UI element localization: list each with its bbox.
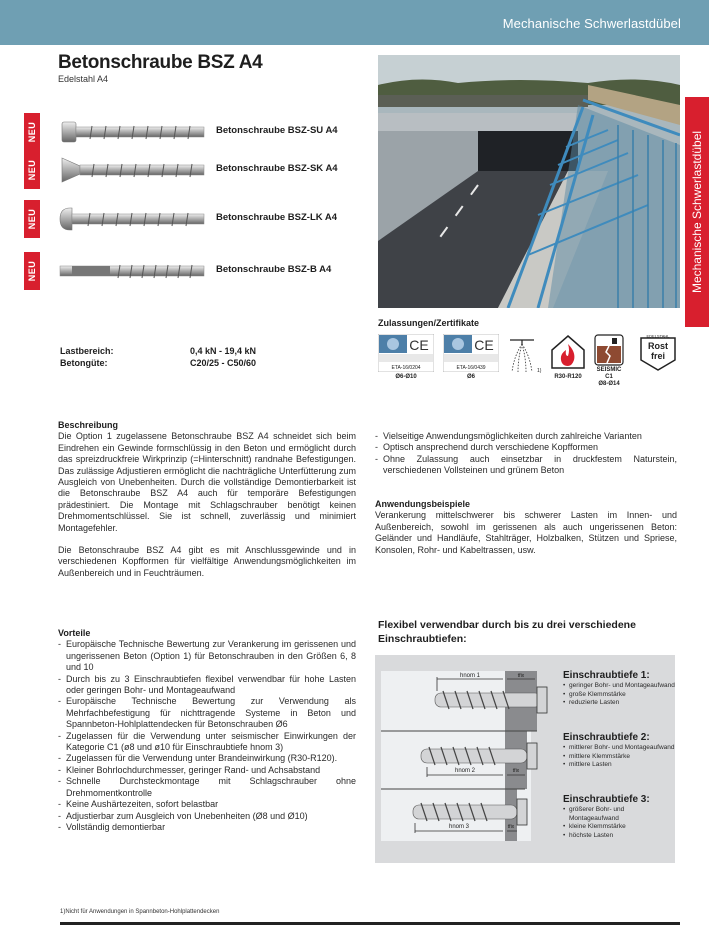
spec-row bbox=[60, 345, 360, 357]
depth-2-legend: Einschraubtiefe 2: • mittlerer Bohr- und Montageaufwand • mittlere Klemmstärke • mittlere Lasten bbox=[563, 731, 675, 770]
description-paragraph: Die Betonschraube BSZ A4 gibt es mit Anschlussgewinde und in verschiedenen Kopfformen für vielfältige Anwendungsmöglichkeiten im Außenbereich und in Feuchträumen. bbox=[58, 545, 356, 578]
svg-text:CE: CE bbox=[409, 337, 429, 353]
advantages-list bbox=[58, 639, 356, 833]
new-badge: NEU bbox=[24, 151, 40, 189]
category-banner bbox=[0, 0, 709, 45]
advantages-continued bbox=[375, 431, 677, 477]
section-side-tab: Mechanische Schwerlastdübel bbox=[685, 97, 709, 327]
list-item: - Schnelle Durchsteckmontage mit Schlagschrauber ohne Drehmomentkontrolle bbox=[58, 776, 356, 799]
cert-label: SEISMIC C1 Ø8-Ø14 bbox=[596, 367, 622, 387]
sprinkler-icon bbox=[508, 334, 544, 376]
list-item: - Durch bis zu 3 Einschraubtiefen flexibel verwendbar für hohe Lasten oder geringen Bohr- und Montageaufwand bbox=[58, 674, 356, 697]
svg-text:Rost: Rost bbox=[648, 341, 668, 351]
applications-title: Anwendungsbeispiele bbox=[375, 499, 471, 509]
spec-value: 0,4 kN - 19,4 kN bbox=[190, 346, 257, 356]
screw-hex-head-icon bbox=[58, 119, 206, 145]
applications-text: Verankerung mittelschwerer bis schwerer Lasten im Innen- und Außenbereich, sowohl im gerissenen als auch ungerissenen Beton: Geländer und Handläufe, Stahlträger, Holzbalken, Stützen und Spriese, Konsolen, Rohr- und Kabeltrassen, usw. bbox=[375, 510, 677, 555]
certificates-title: Zulassungen/Zertifikate bbox=[378, 318, 480, 328]
new-badge: NEU bbox=[24, 200, 40, 238]
embedment-drawing-icon bbox=[375, 655, 560, 863]
variant-b bbox=[24, 252, 364, 296]
svg-text:hnom 2: hnom 2 bbox=[454, 768, 476, 774]
fire-icon bbox=[550, 334, 586, 372]
svg-text:ETA-16/0204: ETA-16/0204 bbox=[391, 365, 421, 371]
advantages-list-continued bbox=[375, 431, 677, 477]
cert-seismic bbox=[594, 334, 624, 387]
diagram-title: Flexibel verwendbar durch bis zu drei verschiedene Einschraubtiefen: bbox=[378, 619, 636, 645]
advantages-section bbox=[58, 628, 356, 833]
page-subtitle: Edelstahl A4 bbox=[58, 74, 109, 84]
svg-text:tfix: tfix bbox=[512, 768, 520, 774]
list-item: - Zugelassen für die Verwendung unter Brandeinwirkung (R30-R120). bbox=[58, 753, 356, 764]
eta-ce-icon bbox=[443, 334, 499, 372]
spec-label: Lastbereich: bbox=[60, 346, 114, 356]
spec-row bbox=[60, 357, 360, 369]
description-paragraph: Die Option 1 zugelassene Betonschraube BSZ A4 schneidet sich beim Eindrehen ein Gewinde formschlüssig in den Beton und ermöglicht durch das spreizdruckfreie Wirkprinzip (=Hinterschnitt) randnahe Befestigungen. Das zulässige Adjustieren ermöglicht die nachträgliche Unterfütterung zum Ausgleich von Unebenheiten. Durch die vollständige Demontierbarkeit ist die Betonschraube BSZ A4 auch für temporäre Befestigungen prädestiniert. Die Montage mit Schlagschrauber benötigt keinen Drehmomentschlüssel. Sie ist schnell, zuverlässig und minimiert Montagefehler. bbox=[58, 431, 356, 533]
category-title: Mechanische Schwerlastdübel bbox=[502, 16, 681, 31]
svg-text:hnom 1: hnom 1 bbox=[459, 673, 481, 679]
page-title: Betonschraube BSZ A4 bbox=[58, 52, 263, 73]
variant-name: Betonschraube BSZ-LK A4 bbox=[216, 212, 338, 223]
variant-lk bbox=[24, 200, 364, 244]
footnote: 1)Nicht für Anwendungen in Spannbeton-Hohlplattendecken bbox=[60, 909, 220, 915]
svg-text:tfix: tfix bbox=[507, 824, 515, 830]
cert-sprinkler bbox=[508, 334, 544, 381]
screw-countersunk-head-icon bbox=[58, 157, 206, 183]
spec-value: C20/25 - C50/60 bbox=[190, 358, 257, 368]
variant-sk bbox=[24, 151, 364, 195]
list-item: - Europäische Technische Bewertung zur Verankerung im gerissenen und ungerissenen Beton (Option 1) für Betonschrauben in den Größen 6, 8 und 10 bbox=[58, 639, 356, 673]
new-badge: NEU bbox=[24, 113, 40, 151]
svg-text:1): 1) bbox=[537, 368, 542, 374]
description-title: Beschreibung bbox=[58, 420, 119, 430]
list-item: - Vielseitige Anwendungsmöglichkeiten durch zahlreiche Varianten bbox=[375, 431, 677, 442]
svg-text:frei: frei bbox=[650, 351, 666, 361]
description-section bbox=[58, 420, 356, 579]
list-item: - Keine Aushärtezeiten, sofort belastbar bbox=[58, 799, 356, 810]
spec-label: Betongüte: bbox=[60, 358, 108, 368]
cert-eta-0439 bbox=[443, 334, 499, 380]
bridge-railing-photo bbox=[378, 55, 680, 308]
new-badge: NEU bbox=[24, 252, 40, 290]
specs-table bbox=[60, 345, 360, 369]
screw-threaded-rod-icon bbox=[58, 258, 206, 284]
advantages-title: Vorteile bbox=[58, 628, 91, 638]
depth-1-legend: Einschraubtiefe 1: • geringer Bohr- und Montageaufwand • große Klemmstärke • reduzierte Lasten bbox=[563, 669, 675, 708]
variant-name: Betonschraube BSZ-SU A4 bbox=[216, 125, 338, 136]
list-item: - Vollständig demontierbar bbox=[58, 822, 356, 833]
list-item: - Europäische Technische Bewertung zur Verwendung als Mehrfachbefestigung für nichttragende Systeme in Beton und Spannbeton-Hohlplattendecken für Betonschrauben Ø6 bbox=[58, 696, 356, 730]
svg-text:EDELSTAHL: EDELSTAHL bbox=[646, 334, 670, 339]
list-item: - Zugelassen für die Verwendung unter seismischer Einwirkungen der Kategorie C1 (ø8 und ø10 für Einschraubtiefe hnom 3) bbox=[58, 731, 356, 754]
eta-ce-icon bbox=[378, 334, 434, 372]
cert-fire bbox=[550, 334, 586, 380]
list-item: - Ohne Zulassung auch einsetzbar in druckfestem Naturstein, verschiedenen Vollsteinen und grünem Beton bbox=[375, 454, 677, 477]
applications-section bbox=[375, 499, 677, 556]
bottom-rule bbox=[60, 922, 680, 925]
variant-name: Betonschraube BSZ-SK A4 bbox=[216, 163, 338, 174]
seismic-icon bbox=[594, 334, 624, 366]
cert-label: Ø6-Ø10 bbox=[395, 374, 417, 380]
variant-name: Betonschraube BSZ-B A4 bbox=[216, 264, 332, 275]
list-item: - Kleiner Bohrlochdurchmesser, geringer Rand- und Achsabstand bbox=[58, 765, 356, 776]
screw-pan-head-icon bbox=[58, 206, 206, 232]
depth-3-legend: Einschraubtiefe 3: • größerer Bohr- und Montageaufwand • kleine Klemmstärke • höchste Lasten bbox=[563, 793, 675, 840]
rostfrei-icon bbox=[638, 334, 678, 372]
cert-eta-0204 bbox=[378, 334, 434, 380]
cert-rostfrei bbox=[638, 334, 678, 377]
svg-text:hnom 3: hnom 3 bbox=[448, 824, 470, 830]
cert-label: Ø6 bbox=[466, 374, 475, 380]
cert-label: R30-R120 bbox=[554, 374, 582, 380]
embedment-depth-diagram bbox=[375, 655, 675, 863]
svg-text:ETA-16/0439: ETA-16/0439 bbox=[456, 365, 486, 371]
list-item: - Adjustierbar zum Ausgleich von Unebenheiten (Ø8 und Ø10) bbox=[58, 811, 356, 822]
svg-text:CE: CE bbox=[474, 337, 494, 353]
list-item: - Optisch ansprechend durch verschiedene Kopfformen bbox=[375, 442, 677, 453]
svg-text:tfix: tfix bbox=[517, 673, 525, 679]
